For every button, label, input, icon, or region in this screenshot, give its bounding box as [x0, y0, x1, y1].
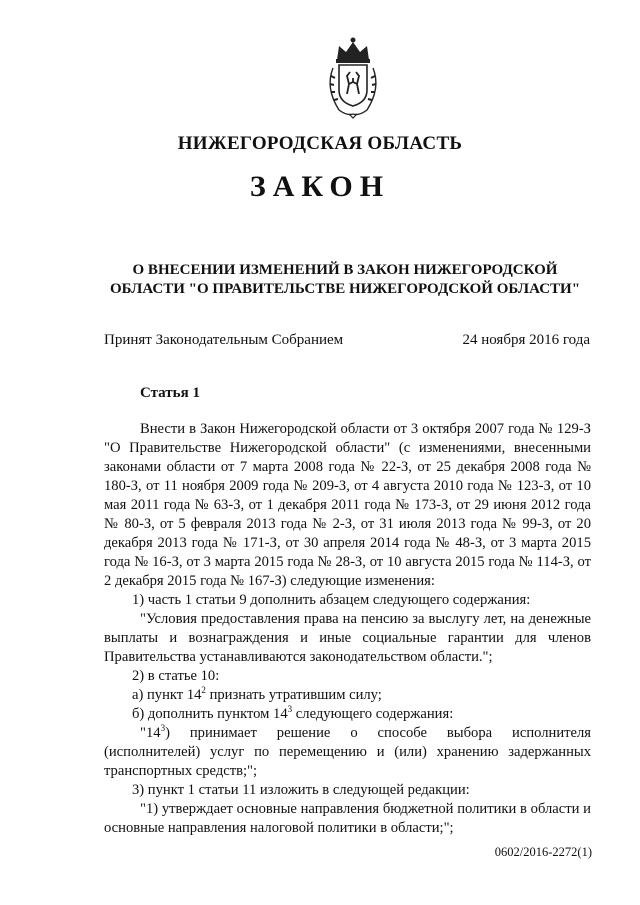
item-2a-tail: признать утратившим силу;	[205, 687, 382, 703]
item-2b-tail: следующего содержания:	[292, 706, 454, 722]
article-intro: Внести в Закон Нижегородской области от 3 октября 2007 года № 129-З "О Правительстве Нижегородской области" (с изменениями, внесенными законами области от 7 марта 2008 года № 22-З, от 25 декабря 2008 года № 180-З, от 11 ноября 2009 года № 209-З, от 4 августа 2010 года № 123-З, от 10 мая 2011 года № 63-З, от 1 декабря 2011 года № 173-З, от 29 июня 2012 года № 80-З, от 5 февраля 2013 года № 2-З, от 31 июля 2013 года № 99-З, от 20 декабря 2013 года № 171-З, от 30 апреля 2014 года № 48-З, от 3 марта 2015 года № 16-З, от 3 марта 2015 года № 28-З, от 10 августа 2015 года № 114-З, от 2 декабря 2015 года № 167-З) следующие изменения:	[104, 421, 591, 589]
item-3: 3) пункт 1 статьи 11 изложить в следующей редакции:	[132, 782, 470, 798]
article-heading: Статья 1	[140, 385, 200, 401]
region-name: НИЖЕГОРОДСКАЯ ОБЛАСТЬ	[177, 133, 463, 154]
adoption-line	[104, 332, 590, 349]
subject-line-1: О ВНЕСЕНИИ ИЗМЕНЕНИЙ В ЗАКОН НИЖЕГОРОДСКОЙ	[132, 262, 558, 278]
item-1: 1) часть 1 статьи 9 дополнить абзацем следующего содержания:	[132, 592, 531, 608]
item-2b-quote-tail: ) принимает решение о способе выбора исполнителя (исполнителей) услуг по перемещению и (или) хранению задержанных транспортных средств;";	[104, 725, 591, 779]
law-subject-title	[80, 261, 610, 299]
article-body	[104, 420, 591, 838]
item-2: 2) в статье 10:	[132, 668, 220, 684]
item-2b-quote	[104, 724, 591, 781]
adopted-by: Принят Законодательным Собранием	[104, 332, 344, 348]
item-2b-text: б) дополнить пунктом 14	[132, 706, 288, 722]
document-type-title: ЗАКОН	[249, 170, 391, 203]
item-2a-superscript: 2	[201, 685, 206, 696]
item-1-text: "Условия предоставления права на пенсию за выслугу лет, на денежные выплаты и вознаграждения и иные социальные гарантии для членов Правительства устанавливаются законодательством области.";	[104, 611, 591, 665]
item-2b-quote-text: "14	[140, 725, 161, 741]
coat-of-arms-emblem	[319, 34, 387, 120]
item-2b	[104, 705, 591, 724]
item-3-text: "1) утверждает основные направления бюджетной политики в области и основные направления налоговой политики в области;";	[104, 801, 591, 836]
adoption-date: 24 ноября 2016 года	[462, 332, 590, 348]
document-number: 0602/2016-2272(1)	[494, 845, 592, 859]
item-2a-text: а) пункт 14	[132, 687, 202, 703]
item-2b-superscript: 3	[287, 704, 293, 715]
item-2b-quote-superscript: 3	[160, 723, 166, 734]
item-2a	[104, 686, 591, 705]
subject-line-2: ОБЛАСТИ "О ПРАВИТЕЛЬСТВЕ НИЖЕГОРОДСКОЙ ОБЛАСТИ"	[109, 281, 581, 297]
